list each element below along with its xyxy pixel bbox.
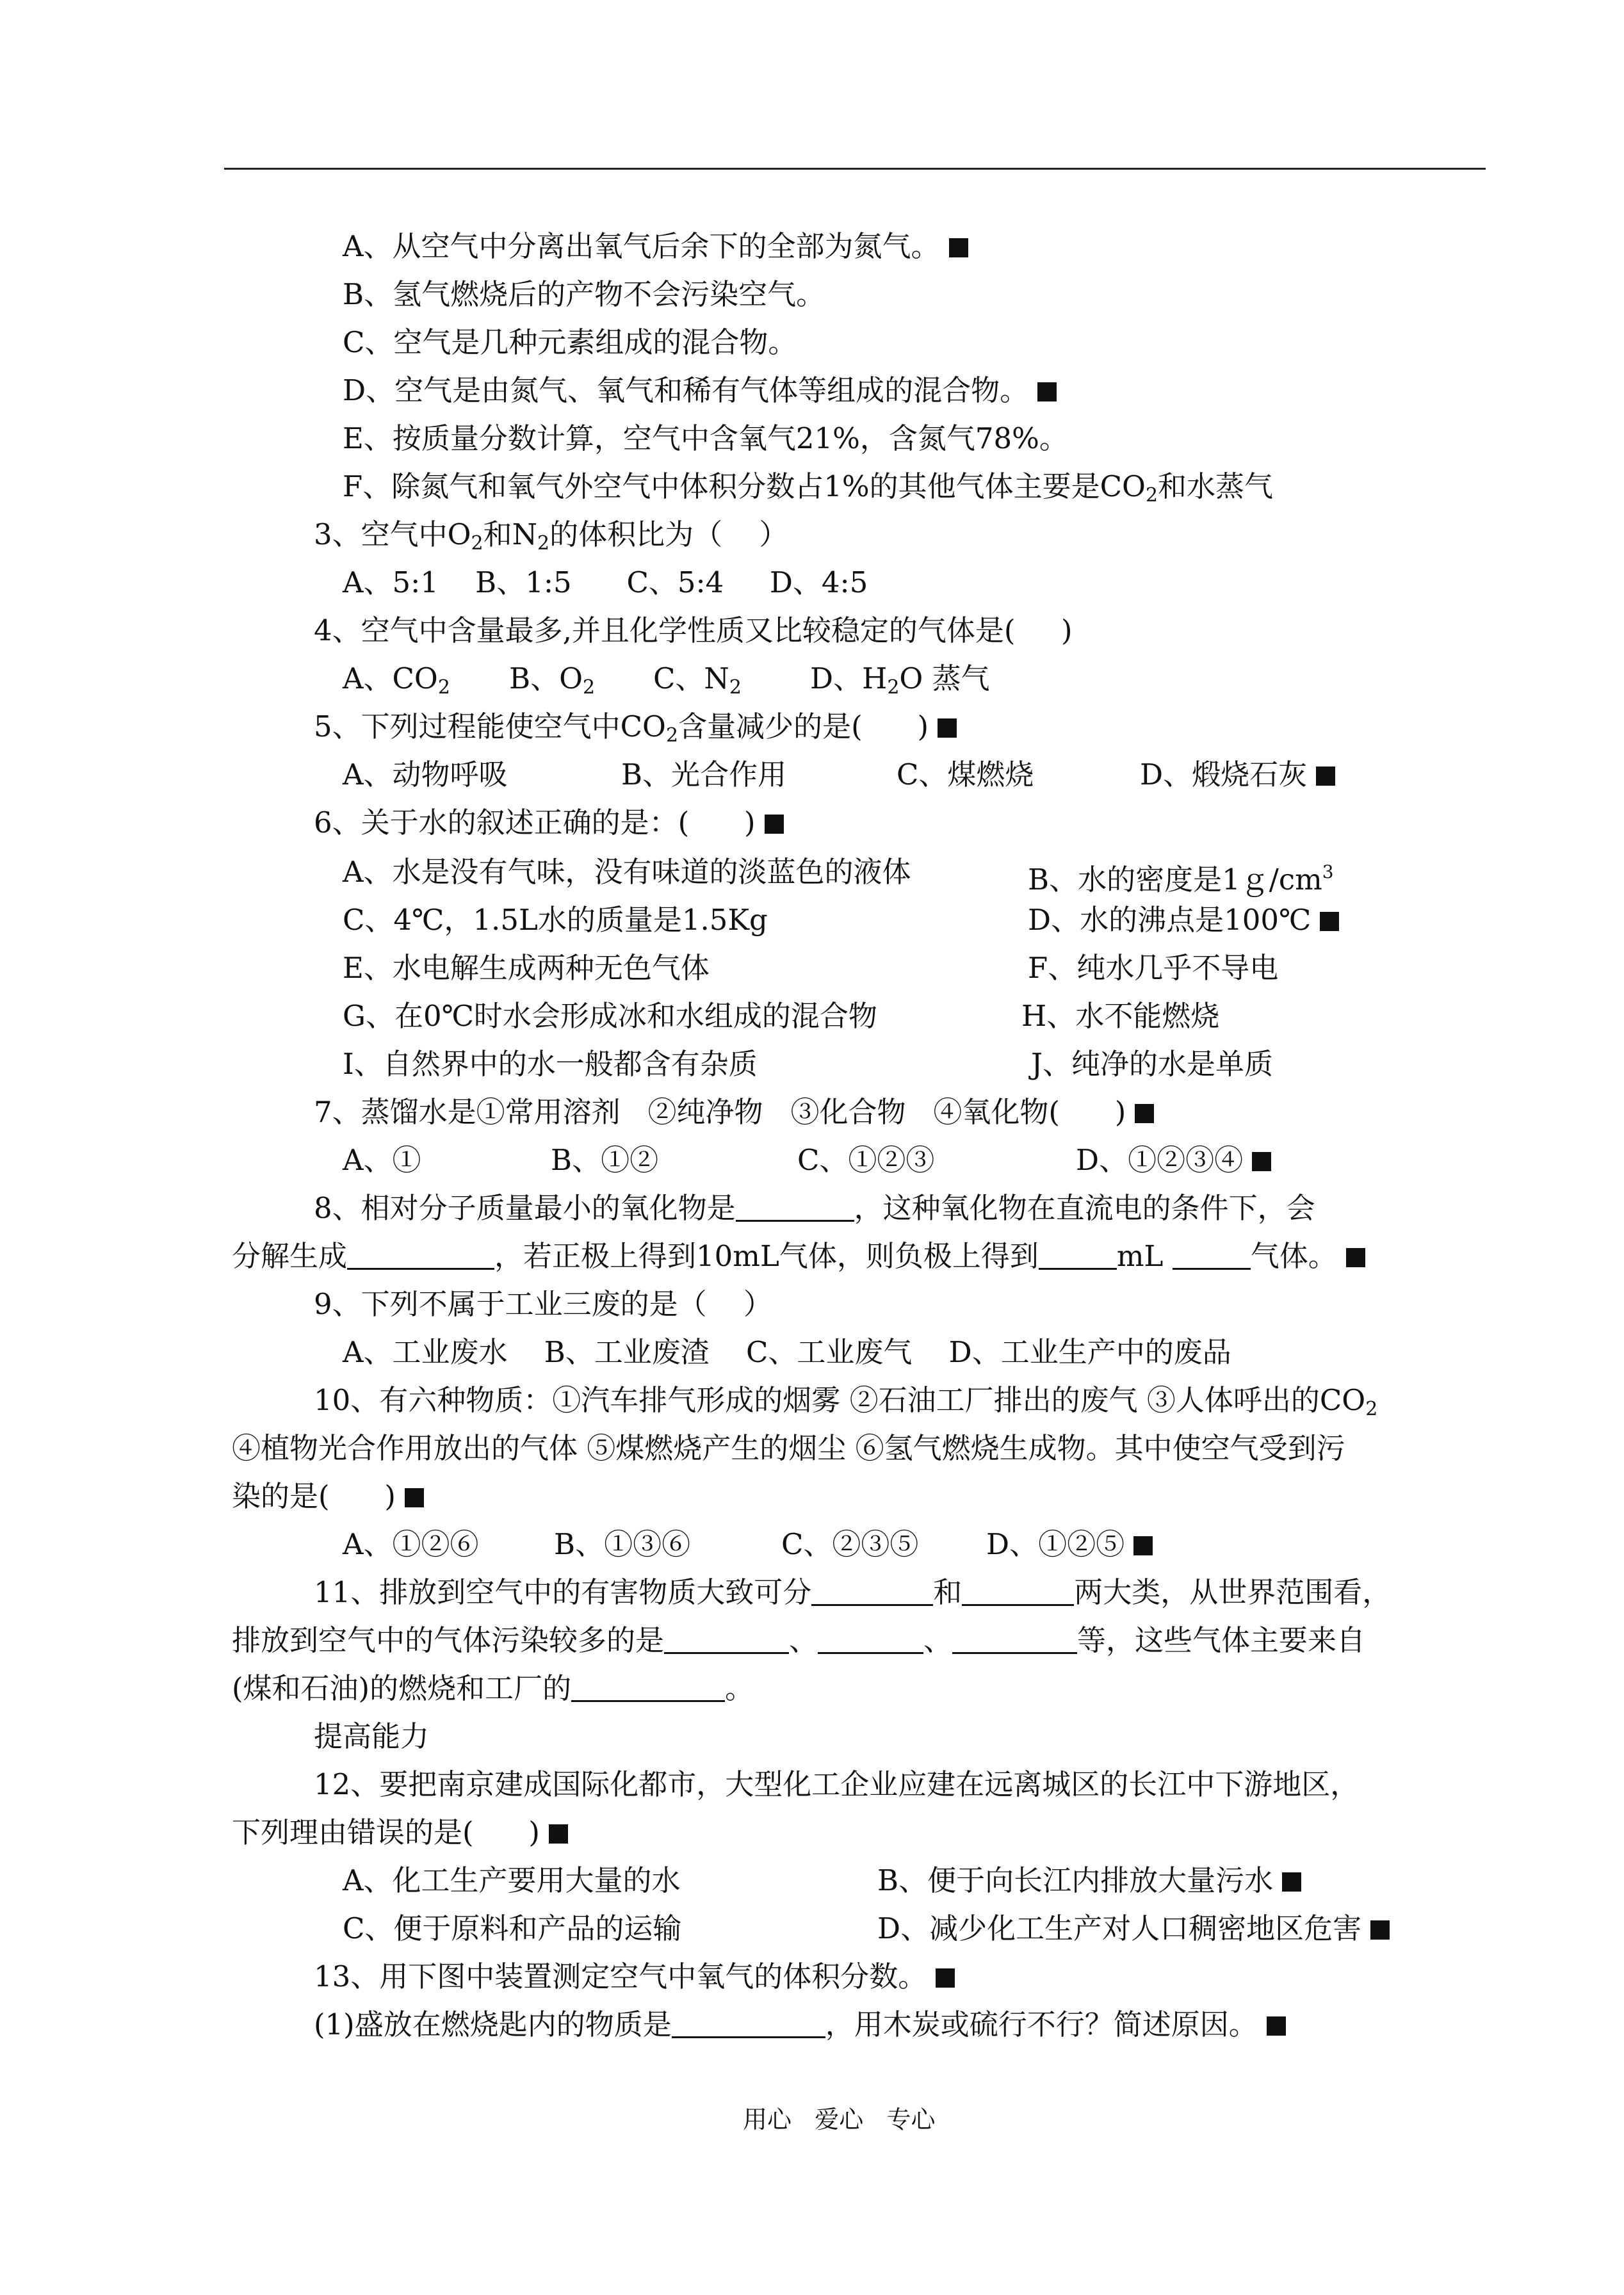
q10-line-1: 10、有六种物质：①汽车排气形成的烟雾 ②石油工厂排出的废气 ③人体呼出的$CO_2$ (314, 1383, 1378, 1420)
q12-line-2: 下列理由错误的是( ) (232, 1813, 568, 1852)
q12-option-c: C、便于原料和产品的运输 (343, 1911, 682, 1945)
answer-mark-icon (1316, 766, 1335, 786)
q7-option-c: C、①②③ (797, 1143, 935, 1177)
q2-option-e: E、按质量分数计算，空气中含氧气21%，含氮气78%。 (343, 421, 1068, 455)
q12-option-a: A、化工生产要用大量的水 (343, 1863, 681, 1897)
q2-option-f: F、除氮气和氧气外空气中体积分数占1%的其他气体主要是$CO_2$和水蒸气 (343, 469, 1274, 507)
answer-mark-icon (1133, 1536, 1153, 1555)
q6-option-a: A、水是没有气味，没有味道的淡蓝色的液体 (343, 855, 911, 889)
q11-line-2: 排放到空气中的气体污染较多的是 、 、 等，这些气体主要来自 (232, 1623, 1366, 1657)
q6-option-c: C、4℃，1.5L水的质量是1.5Kg (343, 903, 768, 937)
q6-stem: 6、关于水的叙述正确的是：( ) (314, 804, 784, 842)
q7-stem: 7、蒸馏水是①常用溶剂 ②纯净物 ③化合物 ④氧化物( ) (314, 1093, 1154, 1131)
answer-mark-icon (938, 718, 957, 738)
q6-option-g: G、在0℃时水会形成冰和水组成的混合物 (343, 999, 877, 1033)
header-rule (224, 168, 1486, 170)
blank[interactable] (962, 1576, 1074, 1606)
blank[interactable] (736, 1192, 854, 1222)
q4-stem: 4、空气中含量最多,并且化学性质又比较稳定的气体是( ) (314, 613, 1073, 647)
blank[interactable] (664, 1624, 789, 1654)
blank[interactable] (811, 1576, 933, 1606)
q2-option-b: B、氢气燃烧后的产物不会污染空气。 (343, 277, 825, 311)
q10-option-c: C、②③⑤ (781, 1527, 919, 1561)
q10-option-b: B、①③⑥ (554, 1527, 691, 1561)
answer-mark-icon (1135, 1104, 1154, 1123)
q10-line-2: ④植物光合作用放出的气体 ⑤煤燃烧产生的烟尘 ⑥氢气燃烧生成物。其中使空气受到污 (232, 1431, 1345, 1465)
blank[interactable] (571, 1672, 725, 1702)
q9-options: A、工业废水 B、工业废渣 C、工业废气 D、工业生产中的废品 (343, 1335, 1231, 1369)
answer-mark-icon (549, 1824, 568, 1844)
answer-mark-icon (1252, 1152, 1271, 1171)
q5-option-a: A、动物呼吸 (343, 758, 508, 791)
q9-stem: 9、下列不属于工业三废的是（ ） (314, 1287, 772, 1321)
q3-options: A、5:1 B、1:5 C、5:4 D、4:5 (343, 565, 868, 599)
q5-stem: 5、下列过程能使空气中$CO_2$含量减少的是( ) (314, 708, 957, 755)
q10-option-d: D、①②⑤ (986, 1525, 1153, 1564)
answer-mark-icon (405, 1488, 424, 1507)
q12-option-d: D、减少化工生产对人口稠密地区危害 (877, 1910, 1390, 1948)
q4-option-c: C、$N_2$ (653, 661, 742, 699)
q4-option-a: A、$CO_2$ (343, 661, 450, 699)
blank[interactable] (672, 2008, 825, 2038)
q4-option-d: D、$H_2O$ 蒸气 (810, 661, 990, 699)
q6-option-h: H、水不能燃烧 (1021, 999, 1220, 1033)
answer-mark-icon (1267, 2016, 1286, 2036)
q12-option-b: B、便于向长江内排放大量污水 (877, 1861, 1301, 1900)
q6-option-j: J、纯净的水是单质 (1031, 1047, 1274, 1081)
q11-line-1: 11、排放到空气中的有害物质大致可分 和 两大类，从世界范围看， (314, 1575, 1392, 1609)
section-heading: 提高能力 (314, 1719, 430, 1753)
q10-option-a: A、①②⑥ (343, 1527, 479, 1561)
q2-option-a: A、从空气中分离出氧气后余下的全部为氮气。 (343, 227, 968, 266)
blank[interactable] (1039, 1240, 1117, 1270)
q7-option-a: A、① (343, 1143, 421, 1177)
q11-line-3: (煤和石油)的燃烧和工厂的 。 (232, 1671, 754, 1705)
answer-mark-icon (1346, 1248, 1365, 1267)
blank[interactable] (347, 1240, 494, 1270)
q6-option-f: F、纯水几乎不导电 (1028, 951, 1279, 985)
q7-option-b: B、①② (551, 1143, 659, 1177)
q10-line-3: 染的是( ) (232, 1477, 424, 1516)
q8-line-1: 8、相对分子质量最小的氧化物是 ，这种氧化物在直流电的条件下，会 (314, 1191, 1315, 1225)
q4-option-b: B、$O_2$ (509, 661, 596, 699)
blank[interactable] (952, 1624, 1077, 1654)
q5-option-b: B、光合作用 (621, 758, 787, 791)
q8-line-2: 分解生成 ，若正极上得到10mL气体，则负极上得到 mL 气体。 (232, 1237, 1365, 1276)
answer-mark-icon (1370, 1920, 1390, 1940)
page-footer: 用心 爱心 专心 (743, 2105, 936, 2134)
q6-option-i: I、自然界中的水一般都含有杂质 (343, 1047, 758, 1081)
answer-mark-icon (936, 1968, 955, 1988)
q5-option-d: D、煅烧石灰 (1140, 756, 1335, 794)
q12-line-1: 12、要把南京建成国际化都市，大型化工企业应建在远离城区的长江中下游地区， (314, 1767, 1360, 1801)
q6-option-b: B、水的密度是$1g/cm^3$ (1028, 861, 1334, 896)
answer-mark-icon (1037, 382, 1057, 401)
q2-option-c: C、空气是几种元素组成的混合物。 (343, 325, 797, 359)
q5-option-c: C、煤燃烧 (897, 758, 1034, 791)
answer-mark-icon (765, 815, 784, 834)
q3-stem: 3、空气中$O_2$和$N_2$的体积比为（ ） (314, 517, 788, 555)
blank[interactable] (1173, 1240, 1251, 1270)
q13-stem: 13、用下图中装置测定空气中氧气的体积分数。 (314, 1958, 955, 1996)
q2-option-d: D、空气是由氮气、氧气和稀有气体等组成的混合物。 (343, 371, 1057, 410)
answer-mark-icon (949, 238, 968, 257)
answer-mark-icon (1320, 912, 1339, 931)
blank[interactable] (818, 1624, 923, 1654)
answer-mark-icon (1282, 1872, 1301, 1892)
q6-option-d: D、水的沸点是100℃ (1028, 901, 1339, 939)
q6-option-e: E、水电解生成两种无色气体 (343, 951, 710, 985)
q7-option-d: D、①②③④ (1076, 1141, 1271, 1180)
q13-part-1: (1)盛放在燃烧匙内的物质是 ，用木炭或硫行不行？简述原因。 (314, 2006, 1286, 2044)
